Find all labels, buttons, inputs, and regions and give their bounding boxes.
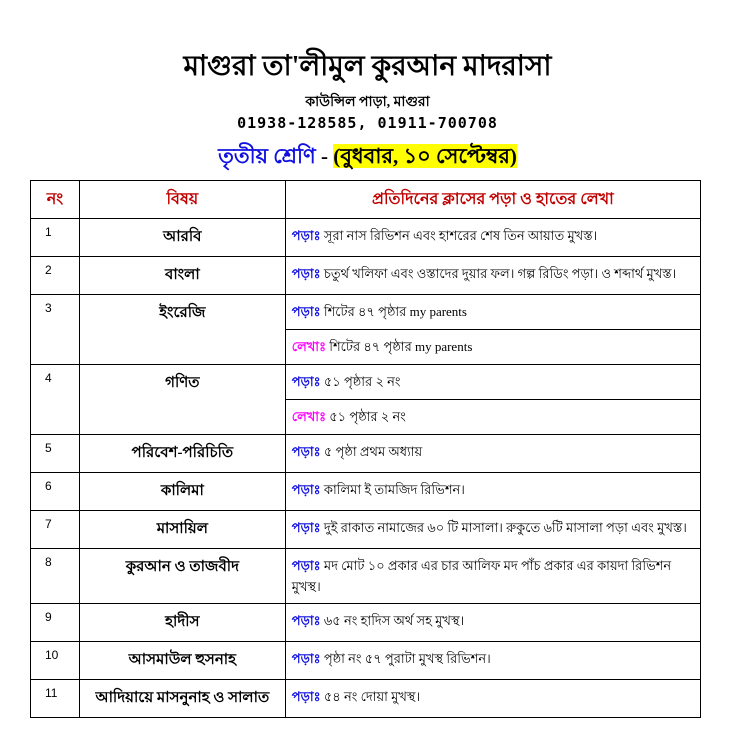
read-text: মদ মোট ১০ প্রকার এর চার আলিফ মদ পাঁচ প্রকার এর কায়দা রিভিশন মুখস্থ। (291, 558, 672, 594)
header-no: নং (31, 181, 80, 219)
read-text: শিটের ৪৭ পৃষ্ঠার my parents (323, 304, 467, 319)
read-label: পড়াঃ (291, 689, 321, 704)
subject: কুরআন ও তাজবীদ (79, 549, 285, 604)
subject: আসমাউল হুসনাহ (79, 642, 285, 680)
table-row (31, 295, 701, 330)
table-row (31, 219, 701, 257)
subject: গণিত (79, 365, 285, 435)
read-task (285, 435, 700, 473)
table-row (31, 473, 701, 511)
read-task (285, 365, 700, 400)
read-text: ৬৫ নং হাদিস অর্থ সহ মুখস্থ। (323, 613, 465, 628)
table-row (31, 680, 701, 718)
separator: - (315, 144, 334, 168)
table-row (31, 257, 701, 295)
table-row (31, 549, 701, 604)
read-text: ৫ পৃষ্ঠা প্রথম অধ্যায় (323, 444, 423, 459)
table-row (31, 435, 701, 473)
read-label: পড়াঃ (291, 558, 321, 573)
table-row (31, 604, 701, 642)
write-label: লেখাঃ (291, 339, 326, 354)
subject: কালিমা (79, 473, 285, 511)
read-task (285, 549, 700, 604)
subject: পরিবেশ-পরিচিতি (79, 435, 285, 473)
read-text: চতুর্থ খলিফা এবং ওস্তাদের দুয়ার ফল। গল্প রিডিং পড়া। ও শব্দার্থ মুখস্ত। (323, 266, 677, 281)
read-task (285, 295, 700, 330)
date-label: (বুধবার, ১০ সেপ্টেম্বর) (333, 144, 517, 168)
read-label: পড়াঃ (291, 266, 321, 281)
read-text: পৃষ্ঠা নং ৫৭ পুরাটা মুখস্থ রিভিশন। (323, 651, 491, 666)
read-label: পড়াঃ (291, 651, 321, 666)
read-text: দুই রাকাত নামাজের ৬০ টি মাসালা। রুকুতে ৬টি মাসালা পড়া এবং মুখস্ত। (323, 520, 687, 535)
read-task (285, 604, 700, 642)
header-subject: বিষয় (79, 181, 285, 219)
subject: ইংরেজি (79, 295, 285, 365)
table-row (31, 365, 701, 400)
read-label: পড়াঃ (291, 374, 321, 389)
write-task (285, 400, 700, 435)
row-number: 6 (31, 473, 80, 511)
row-number: 5 (31, 435, 80, 473)
write-task (285, 330, 700, 365)
row-number: 4 (31, 365, 80, 435)
address: কাউন্সিল পাড়া, মাগুরা (305, 95, 430, 110)
write-label: লেখাঃ (291, 409, 326, 424)
row-number: 1 (31, 219, 80, 257)
write-text: ৫১ পৃষ্ঠার ২ নং (329, 409, 406, 424)
read-task (285, 219, 700, 257)
read-task (285, 473, 700, 511)
table-row (31, 642, 701, 680)
read-label: পড়াঃ (291, 304, 321, 319)
subject: বাংলা (79, 257, 285, 295)
read-task (285, 257, 700, 295)
class-date-heading (0, 140, 735, 175)
read-label: পড়াঃ (291, 228, 321, 243)
read-text: সূরা নাস রিভিশন এবং হাশরের শেষ তিন আয়াত মুখস্ত। (323, 228, 598, 243)
read-text: ৫১ পৃষ্ঠার ২ নং (323, 374, 401, 389)
write-text: শিটের ৪৭ পৃষ্ঠার my parents (329, 339, 473, 354)
row-number: 11 (31, 680, 80, 718)
phone-numbers: 01938-128585, 01911-700708 (237, 114, 498, 132)
read-task (285, 680, 700, 718)
read-task (285, 511, 700, 549)
read-label: পড়াঃ (291, 444, 321, 459)
homework-table (30, 180, 701, 718)
subject: মাসায়িল (79, 511, 285, 549)
read-label: পড়াঃ (291, 520, 321, 535)
class-label: তৃতীয় শ্রেণি (218, 144, 316, 168)
page-title: মাগুরা তা'লীমুল কুরআন মাদরাসা (183, 51, 552, 82)
row-number: 8 (31, 549, 80, 604)
table-header-row (31, 181, 701, 219)
row-number: 10 (31, 642, 80, 680)
header-task: প্রতিদিনের ক্লাসের পড়া ও হাতের লেখা (285, 181, 700, 219)
read-label: পড়াঃ (291, 482, 321, 497)
read-task (285, 642, 700, 680)
read-label: পড়াঃ (291, 613, 321, 628)
row-number: 7 (31, 511, 80, 549)
row-number: 3 (31, 295, 80, 365)
row-number: 9 (31, 604, 80, 642)
subject: আরবি (79, 219, 285, 257)
subject: হাদীস (79, 604, 285, 642)
subject: আদিয়ায়ে মাসনুনাহ ও সালাত (79, 680, 285, 718)
table-row (31, 511, 701, 549)
read-text: কালিমা ই তামজিদ রিভিশন। (323, 482, 465, 497)
row-number: 2 (31, 257, 80, 295)
read-text: ৫৪ নং দোয়া মুখস্থ। (323, 689, 421, 704)
